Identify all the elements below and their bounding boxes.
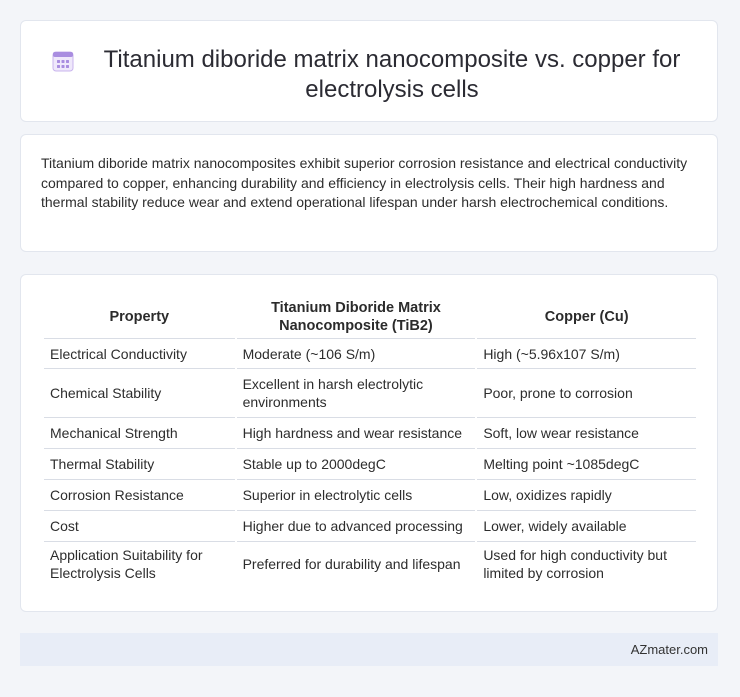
- cell-copper: Low, oxidizes rapidly: [477, 480, 696, 511]
- cell-property: Corrosion Resistance: [44, 480, 235, 511]
- table-row: [44, 480, 696, 511]
- cell-property: Application Suitability for Electrolysis Cells: [50, 547, 203, 581]
- title-card: [20, 20, 718, 122]
- header-copper: Copper (Cu): [477, 296, 696, 339]
- table-row: [44, 511, 696, 542]
- cell-tib2: Higher due to advanced processing: [237, 511, 476, 542]
- cell-property: Chemical Stability: [44, 369, 235, 418]
- header-tib2: Titanium Diboride Matrix Nanocomposite (TiB2): [237, 296, 476, 339]
- cell-copper: Poor, prone to corrosion: [477, 369, 696, 418]
- table-row: [44, 542, 696, 586]
- cell-copper: High (~5.96x107 S/m): [477, 339, 696, 369]
- page-title: Titanium diboride matrix nanocomposite vs. copper for electrolysis cells: [103, 46, 681, 103]
- cell-copper: Used for high conductivity but limited by corrosion: [483, 547, 667, 581]
- cell-tib2: Stable up to 2000degC: [237, 449, 476, 480]
- table-row: [44, 418, 696, 449]
- cell-property: Electrical Conductivity: [44, 339, 235, 369]
- cell-copper: Melting point ~1085degC: [477, 449, 696, 480]
- table-row: [44, 449, 696, 480]
- cell-tib2: Moderate (~106 S/m): [237, 339, 476, 369]
- table-row: [44, 369, 696, 418]
- cell-tib2: High hardness and wear resistance: [237, 418, 476, 449]
- calendar-grid-icon: [51, 49, 75, 73]
- cell-property: Cost: [44, 511, 235, 542]
- footer-brand-link[interactable]: AZmater.com: [630, 642, 708, 657]
- comparison-table: [42, 296, 698, 586]
- table-header-row: [44, 296, 696, 339]
- header-property: Property: [44, 296, 235, 339]
- cell-tib2: Excellent in harsh electrolytic environments: [237, 369, 476, 418]
- table-row: [44, 339, 696, 369]
- cell-tib2: Superior in electrolytic cells: [237, 480, 476, 511]
- cell-copper: Lower, widely available: [477, 511, 696, 542]
- cell-tib2: Preferred for durability and lifespan: [242, 556, 461, 572]
- cell-copper: Soft, low wear resistance: [477, 418, 696, 449]
- cell-property: Mechanical Strength: [44, 418, 235, 449]
- intro-card: [20, 134, 718, 252]
- comparison-card: [20, 274, 718, 612]
- footer-bar: [20, 633, 718, 666]
- cell-property: Thermal Stability: [44, 449, 235, 480]
- intro-paragraph: Titanium diboride matrix nanocomposites exhibit superior corrosion resistance and electrical conductivity compared to copper, enhancing durability and efficiency in electrolysis cells. Their high hardness and thermal stability reduce wear and extend operational lifespan under harsh electrochemical conditions.: [41, 155, 688, 210]
